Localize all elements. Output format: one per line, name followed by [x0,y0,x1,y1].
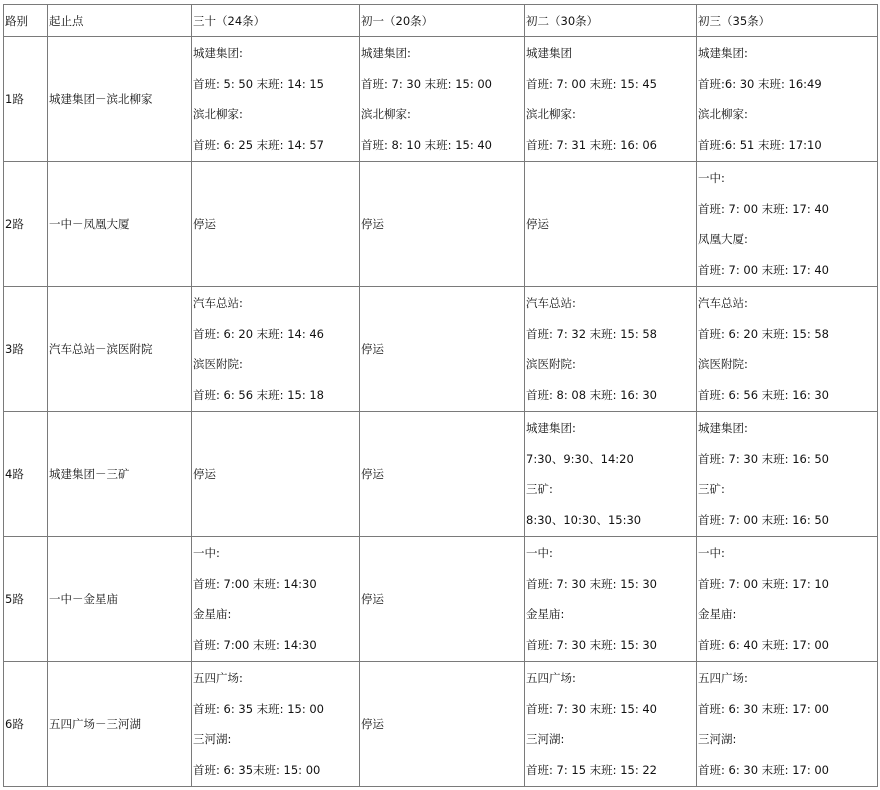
header-day-3: 初三（35条） [697,5,878,37]
station-label: 滨北柳家: [526,107,576,122]
header-row [4,5,878,37]
table-row [4,412,878,537]
time-range: 首班: 7: 30 末班: 16: 50 [698,451,829,466]
time-range: 首班: 7: 30 末班: 15: 40 [526,701,657,716]
table-row [4,662,878,787]
station-label: 滨医附院: [698,357,748,372]
station-label: 城建集团: [698,46,748,60]
route-cell: 3路 [4,287,48,412]
station-label: 汽车总站: [193,296,243,310]
station-label: 城建集团: [526,421,576,435]
schedule-lines [698,668,877,780]
station-label: 一中: [526,546,553,560]
schedule-text: 停运 [193,217,216,231]
schedule-cell [360,37,525,162]
schedule-cell [360,412,525,537]
station-label: 三河湖: [193,732,232,747]
time-range: 首班: 8: 08 末班: 16: 30 [526,387,657,402]
schedule-cell [525,412,697,537]
schedule-cell [697,662,878,787]
station-label: 金星庙: [698,607,737,622]
schedule-cell [697,537,878,662]
time-range: 首班: 6: 56 末班: 15: 18 [193,387,324,402]
time-range: 首班: 6: 35 末班: 15: 00 [193,701,324,716]
table-header [4,5,878,37]
header-endpoints: 起止点 [48,5,192,37]
header-day-30: 三十（24条） [192,5,360,37]
station-label: 滨北柳家: [193,107,243,122]
endpoints-cell: 汽车总站－滨医附院 [48,287,192,412]
station-label: 滨医附院: [526,357,576,372]
time-range: 首班: 7: 00 末班: 17: 40 [698,201,829,216]
schedule-cell [192,537,360,662]
time-range: 首班: 7: 00 末班: 16: 50 [698,512,829,527]
bus-schedule-table [3,4,878,787]
schedule-lines [698,43,877,155]
schedule-lines [526,668,696,780]
time-range: 首班: 8: 10 末班: 15: 40 [361,137,492,152]
schedule-text: 停运 [361,717,384,731]
schedule-text: 停运 [361,467,384,481]
schedule-cell [360,287,525,412]
station-label: 一中: [698,171,725,185]
station-label: 五四广场: [193,671,243,685]
station-label: 汽车总站: [526,296,576,310]
table-body [4,37,878,787]
time-range: 首班: 6: 25 末班: 14: 57 [193,137,324,152]
station-label: 五四广场: [698,671,748,685]
header-route: 路别 [4,5,48,37]
route-cell: 6路 [4,662,48,787]
station-label: 一中: [193,546,220,560]
schedule-text: 停运 [526,217,549,231]
schedule-cell [192,287,360,412]
endpoints-cell: 城建集团－三矿 [48,412,192,537]
station-label: 金星庙: [526,607,565,622]
schedule-cell [360,662,525,787]
schedule-lines [193,668,359,780]
schedule-lines [193,43,359,155]
schedule-cell [525,287,697,412]
header-day-1: 初一（20条） [360,5,525,37]
endpoints-cell: 一中－金星庙 [48,537,192,662]
schedule-lines [193,293,359,405]
schedule-cell [697,412,878,537]
schedule-lines [698,543,877,655]
station-label: 汽车总站: [698,296,748,310]
station-label: 三河湖: [698,732,737,747]
schedule-cell [192,37,360,162]
time-range: 首班: 7:00 末班: 14:30 [193,637,317,652]
table-row [4,287,878,412]
schedule-lines [526,43,696,155]
station-label: 三矿: [698,482,725,497]
time-range: 首班: 6: 20 末班: 14: 46 [193,326,324,341]
schedule-cell [192,662,360,787]
station-label: 滨医附院: [193,357,243,372]
schedule-cell [525,537,697,662]
schedule-cell [192,162,360,287]
schedule-cell [525,162,697,287]
schedule-lines [193,543,359,655]
table-row [4,162,878,287]
station-label: 五四广场: [526,671,576,685]
time-range: 首班: 7: 15 末班: 15: 22 [526,762,657,777]
station-label: 三河湖: [526,732,565,747]
table-row [4,537,878,662]
time-range: 首班: 6: 20 末班: 15: 58 [698,326,829,341]
schedule-cell [697,162,878,287]
table-row [4,37,878,162]
time-range: 首班: 6: 30 末班: 17: 00 [698,701,829,716]
station-label: 一中: [698,546,725,560]
schedule-cell [697,287,878,412]
schedule-cell [525,37,697,162]
schedule-cell [360,537,525,662]
schedule-lines [698,168,877,280]
time-range: 7:30、9:30、14:20 [526,451,634,466]
station-label: 凤凰大厦: [698,232,748,247]
station-label: 城建集团: [193,46,243,60]
time-range: 首班: 5: 50 末班: 14: 15 [193,76,324,91]
schedule-lines [526,293,696,405]
time-range: 8:30、10:30、15:30 [526,512,642,527]
route-cell: 4路 [4,412,48,537]
schedule-cell [697,37,878,162]
time-range: 首班: 6: 40 末班: 17: 00 [698,637,829,652]
route-cell: 1路 [4,37,48,162]
schedule-lines [361,43,524,155]
schedule-text: 停运 [361,592,384,606]
time-range: 首班:6: 30 末班: 16:49 [698,76,822,91]
endpoints-cell: 五四广场－三河湖 [48,662,192,787]
schedule-cell [192,412,360,537]
schedule-cell [525,662,697,787]
schedule-lines [698,293,877,405]
station-label: 城建集团: [361,46,411,60]
header-day-2: 初二（30条） [525,5,697,37]
station-label: 滨北柳家: [698,107,748,122]
schedule-text: 停运 [193,467,216,481]
station-label: 金星庙: [193,607,232,622]
schedule-lines [526,543,696,655]
time-range: 首班: 7: 30 末班: 15: 30 [526,576,657,591]
time-range: 首班: 6: 56 末班: 16: 30 [698,387,829,402]
time-range: 首班: 7: 30 末班: 15: 00 [361,76,492,91]
route-cell: 5路 [4,537,48,662]
time-range: 首班: 7:00 末班: 14:30 [193,576,317,591]
endpoints-cell: 一中－凤凰大厦 [48,162,192,287]
time-range: 首班: 6: 30 末班: 17: 00 [698,762,829,777]
time-range: 首班: 7: 32 末班: 15: 58 [526,326,657,341]
time-range: 首班: 7: 00 末班: 17: 10 [698,576,829,591]
endpoints-cell: 城建集团－滨北柳家 [48,37,192,162]
station-label: 城建集团: [698,421,748,435]
time-range: 首班: 7: 00 末班: 15: 45 [526,76,657,91]
station-label: 城建集团 [526,46,572,60]
station-label: 滨北柳家: [361,107,411,122]
time-range: 首班:6: 51 末班: 17:10 [698,137,822,152]
schedule-cell [360,162,525,287]
schedule-lines [526,418,696,530]
schedule-text: 停运 [361,217,384,231]
time-range: 首班: 7: 31 末班: 16: 06 [526,137,657,152]
time-range: 首班: 7: 00 末班: 17: 40 [698,262,829,277]
time-range: 首班: 7: 30 末班: 15: 30 [526,637,657,652]
station-label: 三矿: [526,482,553,497]
schedule-lines [698,418,877,530]
route-cell: 2路 [4,162,48,287]
schedule-text: 停运 [361,342,384,356]
time-range: 首班: 6: 35末班: 15: 00 [193,762,321,777]
